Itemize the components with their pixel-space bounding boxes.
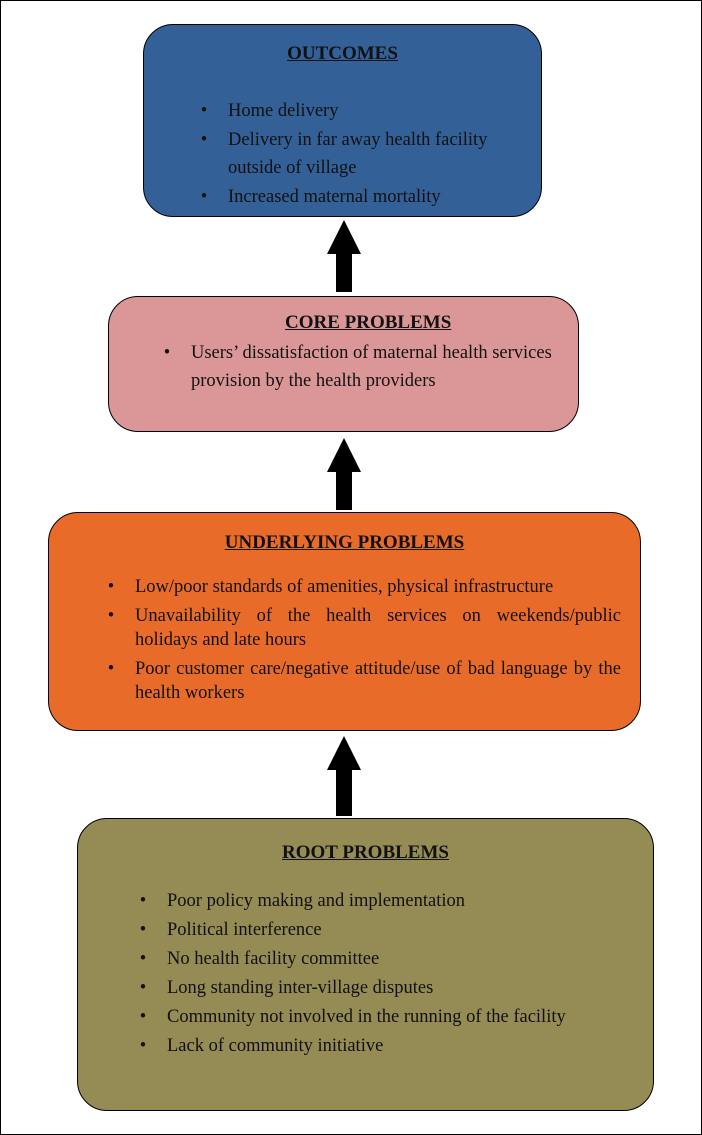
list-item: • Long standing inter-village disputes — [139, 978, 434, 998]
root-problems-title: ROOT PROBLEMS — [282, 842, 449, 863]
root-problems-list — [139, 887, 637, 1061]
arrow-root-to-underlying — [324, 734, 364, 818]
list-item: • Poor policy making and implementation — [139, 891, 466, 911]
list-item: • Users’ dissatisfaction of maternal health services provision by the health providers — [163, 343, 552, 391]
core-problems-title: CORE PROBLEMS — [285, 312, 452, 333]
list-item: • Unavailability of the health services on weekends/public holidays and late hours — [107, 605, 621, 650]
core-problems-list — [163, 339, 561, 395]
list-item: • Community not involved in the running of the facility — [139, 1007, 566, 1027]
outcomes-box — [143, 24, 542, 217]
underlying-problems-list — [107, 575, 621, 710]
root-problems-box — [77, 818, 654, 1111]
list-item: • Home delivery — [200, 101, 339, 121]
list-item: • Increased maternal mortality — [200, 187, 441, 207]
list-item: • No health facility committee — [139, 949, 380, 969]
list-item: • Lack of community initiative — [139, 1036, 384, 1056]
list-item: • Poor customer care/negative attitude/use of bad language by the health workers — [107, 658, 621, 703]
outcomes-title: OUTCOMES — [287, 43, 398, 64]
list-item: • Political interference — [139, 920, 322, 940]
underlying-problems-title: UNDERLYING PROBLEMS — [224, 532, 465, 553]
outcomes-list — [200, 97, 533, 212]
arrow-underlying-to-core — [324, 436, 364, 512]
underlying-problems-box — [48, 512, 641, 731]
list-item: • Delivery in far away health facility outside of village — [200, 130, 488, 178]
arrow-core-to-outcomes — [324, 218, 364, 294]
list-item: • Low/poor standards of amenities, physical infrastructure — [107, 577, 554, 597]
core-problems-box — [108, 296, 579, 432]
